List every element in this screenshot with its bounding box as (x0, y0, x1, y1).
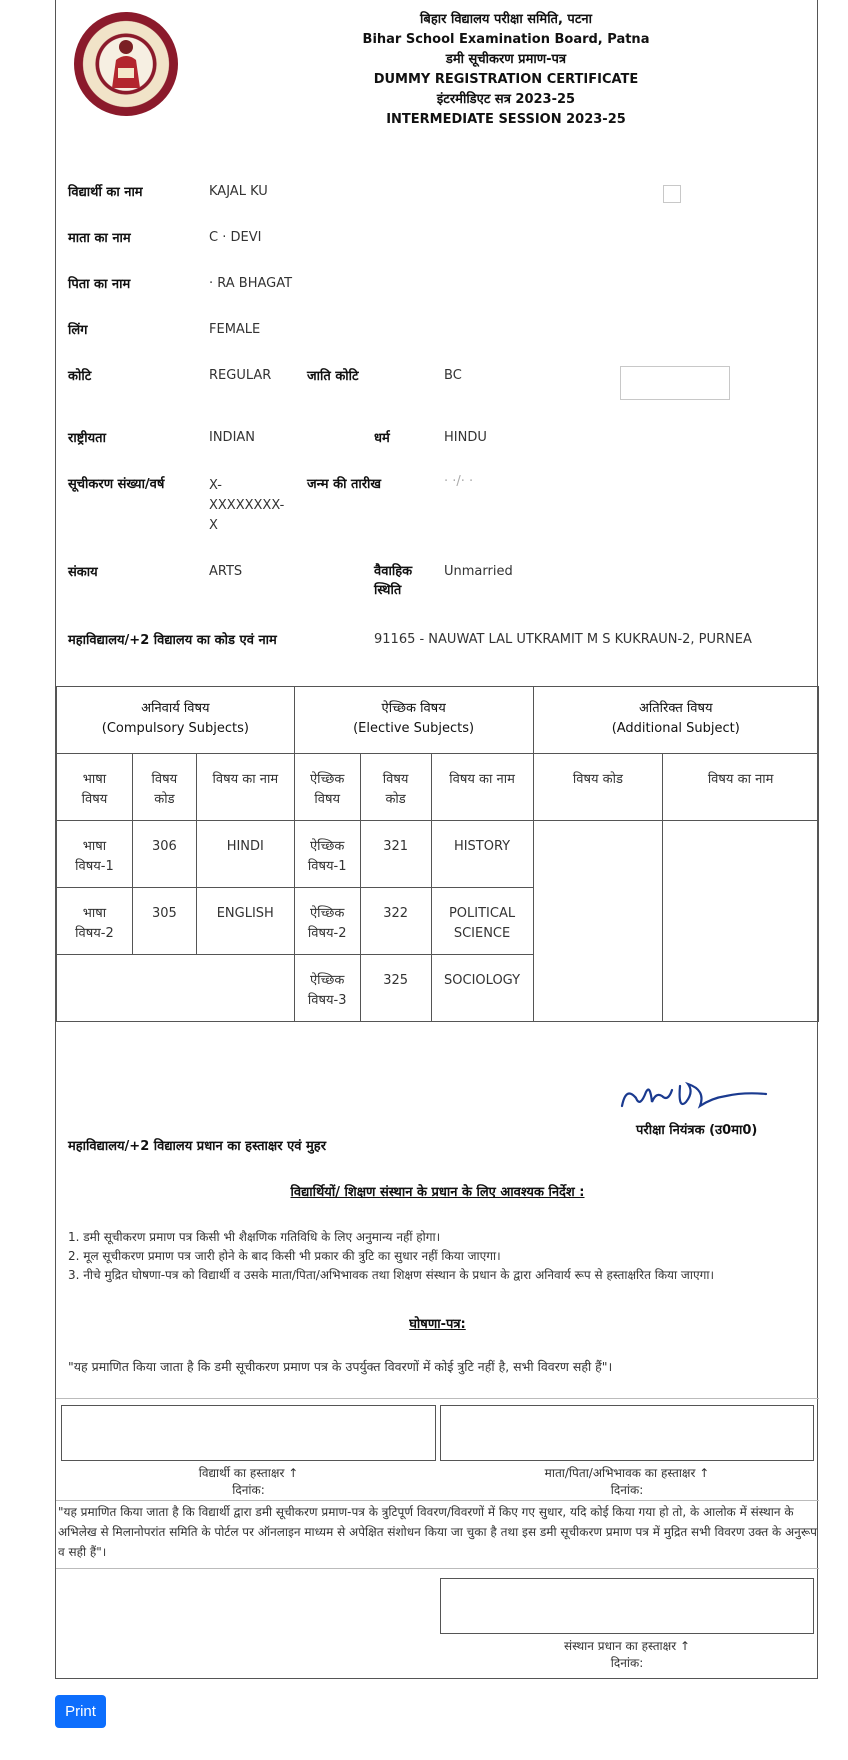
date-label: दिनांक: (610, 1483, 644, 1497)
student-sign-label: विद्यार्थी का हस्ताक्षर ↑ (198, 1466, 299, 1480)
student-signature-caption (61, 1465, 436, 1499)
elective-name-cell: SOCIOLOGY (431, 955, 533, 1022)
subject-name-cell: ENGLISH (196, 888, 294, 955)
controller-signature-image (616, 1072, 776, 1120)
date-label: दिनांक: (610, 1656, 644, 1670)
principal-signature-label: महाविद्यालय/+2 विद्यालय प्रधान का हस्ताक्षर एवं मुहर (68, 1139, 327, 1154)
compulsory-subjects-header (57, 687, 295, 754)
declaration-heading: घोषणा-पत्र: (409, 1317, 466, 1332)
subjects-column-headers (57, 754, 819, 821)
registration-label: सूचीकरण संख्या/वर्ष (68, 477, 165, 492)
college-value: 91165 - NAUWAT LAL UTKRAMIT M S KUKRAUN-2, PURNEA (374, 632, 752, 647)
subject-code-cell: 305 (132, 888, 196, 955)
col-additional-name: विषय का नाम (663, 754, 819, 821)
compulsory-en: (Compulsory Subjects) (101, 721, 249, 736)
nationality-label: राष्ट्रीयता (68, 431, 106, 446)
elective-en: (Elective Subjects) (353, 721, 475, 736)
language-subject-cell: भाषा विषय-2 (57, 888, 133, 955)
additional-name-cell (663, 821, 819, 1022)
additional-subject-header (533, 687, 818, 754)
session-hindi: इंटरमीडिएट सत्र 2023-25 (436, 92, 576, 107)
instructions-heading: विद्यार्थियों/ शिक्षण संस्थान के प्रधान के लिए आवश्यक निर्देश : (290, 1185, 585, 1200)
bseb-logo (74, 12, 178, 116)
certificate-header (256, 10, 756, 130)
elective-subjects-header (294, 687, 533, 754)
instruction-item: 3. नीचे मुद्रित घोषणा-पत्र को विद्यार्थी व उसके माता/पिता/अभिभावक तथा शिक्षण संस्थान के प्रधान के द्वारा अनिवार्य रूप से हस्ताक्षरित किया जाएगा। (68, 1268, 714, 1282)
parent-signature-caption (440, 1465, 814, 1499)
divider (56, 1568, 819, 1569)
registration-line-2: XXXXXXXX- (209, 498, 285, 513)
instruction-item: 1. डमी सूचीकरण प्रमाण पत्र किसी भी शैक्षणिक गतिविधि के लिए अनुमान्य नहीं होगा। (68, 1230, 441, 1244)
subject-code-cell: 306 (132, 821, 196, 888)
marital-status-label (374, 562, 412, 600)
seated-figure-icon (104, 38, 148, 90)
certificate-title-english: DUMMY REGISTRATION CERTIFICATE (373, 72, 639, 87)
certificate-title-hindi: डमी सूचीकरण प्रमाण-पत्र (445, 52, 567, 67)
caste-value: BC (444, 368, 462, 383)
language-subject-cell: भाषा विषय-1 (57, 821, 133, 888)
head-signature-box (440, 1578, 814, 1634)
compulsory-hi: अनिवार्य विषय (141, 701, 210, 716)
institution-declaration-text: "यह प्रमाणित किया जाता है कि विद्यार्थी द्वारा डमी सूचीकरण प्रमाण-पत्र के त्रुटिपूर्ण विवरण/विवरणों में किए गए सुधार, यदि कोई किया गया हो तो, के आलोक में संस्थान के अभिलेख से मिलानोपरांत समिति के पोर्टल पर ऑनलाइन माध्यम से अपेक्षित संशोधन किया जा चुका है तथा इस डमी सूचीकरण प्रमाण पत्र में मुद्रित सभी विवरण उक्त के अनुरूप व सही हैं"। (58, 1505, 817, 1559)
elective-name-cell: POLITICAL SCIENCE (431, 888, 533, 955)
elective-name-cell: HISTORY (431, 821, 533, 888)
gender-label: लिंग (68, 323, 88, 338)
registration-line-1: X- (209, 478, 222, 493)
mother-name: C · DEVI (209, 230, 262, 245)
father-name: · RA BHAGAT (209, 276, 293, 291)
marital-status-value: Unmarried (444, 564, 513, 579)
elective-hi: ऐच्छिक विषय (381, 701, 446, 716)
elective-subject-cell: ऐच्छिक विषय-2 (294, 888, 360, 955)
subjects-table (56, 686, 819, 1022)
col-elective-subject: ऐच्छिक विषय (294, 754, 360, 821)
category-value: REGULAR (209, 368, 272, 383)
elective-code-cell: 322 (360, 888, 431, 955)
religion-value: HINDU (444, 430, 487, 445)
session-english: INTERMEDIATE SESSION 2023-25 (386, 112, 626, 127)
date-label: दिनांक: (232, 1483, 265, 1497)
registration-line-3: X (209, 518, 218, 533)
exam-controller-label: परीक्षा नियंत्रक (उ0मा0) (636, 1123, 758, 1138)
student-name-label: विद्यार्थी का नाम (68, 185, 143, 200)
father-name-label: पिता का नाम (68, 277, 131, 292)
dob-value: · ·/· · (444, 474, 474, 489)
student-signature-box (61, 1405, 436, 1461)
additional-hi: अतिरिक्त विषय (638, 701, 713, 716)
table-row (57, 821, 819, 888)
photo-placeholder (663, 185, 681, 203)
instructions-list (68, 1228, 714, 1285)
gender-value: FEMALE (209, 322, 261, 337)
additional-en: (Additional Subject) (611, 721, 740, 736)
parent-signature-box (440, 1405, 814, 1461)
college-label: महाविद्यालय/+2 विद्यालय का कोड एवं नाम (68, 633, 277, 648)
nationality-value: INDIAN (209, 430, 256, 445)
instruction-item: 2. मूल सूचीकरण प्रमाण पत्र जारी होने के बाद किसी भी प्रकार की त्रुटि का सुधार नहीं किया जाएगा। (68, 1249, 501, 1263)
dob-label: जन्म की तारीख (307, 477, 382, 492)
signature-image-placeholder (620, 366, 730, 400)
caste-label: जाति कोटि (307, 369, 359, 384)
certificate (55, 0, 818, 1679)
elective-code-cell: 325 (360, 955, 431, 1022)
head-signature-caption (440, 1638, 814, 1672)
head-sign-label: संस्थान प्रधान का हस्ताक्षर ↑ (563, 1639, 691, 1653)
elective-code-cell: 321 (360, 821, 431, 888)
divider (56, 1398, 819, 1399)
col-elective-name: विषय का नाम (431, 754, 533, 821)
faculty-value: ARTS (209, 564, 243, 579)
marital-label-line-2: स्थिति (374, 583, 402, 598)
board-name-hindi: बिहार विद्यालय परीक्षा समिति, पटना (420, 12, 592, 27)
divider (56, 1500, 819, 1501)
print-button[interactable]: Print (55, 1695, 106, 1728)
faculty-label: संकाय (68, 565, 98, 580)
elective-subject-cell: ऐच्छिक विषय-3 (294, 955, 360, 1022)
col-additional-code: विषय कोड (533, 754, 663, 821)
marital-label-line-1: वैवाहिक (374, 564, 413, 579)
col-language-subject: भाषा विषय (57, 754, 133, 821)
religion-label: धर्म (374, 431, 390, 446)
col-subject-code: विषय कोड (132, 754, 196, 821)
student-name: KAJAL KU (209, 184, 268, 199)
col-elective-code: विषय कोड (360, 754, 431, 821)
declaration-text: "यह प्रमाणित किया जाता है कि डमी सूचीकरण प्रमाण पत्र के उपर्युक्त विवरणों में कोई त्रुटि नहीं है, सभी विवरण सही हैं"। (68, 1359, 613, 1374)
mother-name-label: माता का नाम (68, 231, 131, 246)
empty-compulsory-cell (57, 955, 295, 1022)
parent-sign-label: माता/पिता/अभिभावक का हस्ताक्षर ↑ (544, 1466, 710, 1480)
board-name-english: Bihar School Examination Board, Patna (362, 32, 650, 47)
category-label: कोटि (68, 369, 92, 384)
registration-number (209, 476, 284, 536)
additional-code-cell (533, 821, 663, 1022)
elective-subject-cell: ऐच्छिक विषय-1 (294, 821, 360, 888)
subject-name-cell: HINDI (196, 821, 294, 888)
col-subject-name: विषय का नाम (196, 754, 294, 821)
